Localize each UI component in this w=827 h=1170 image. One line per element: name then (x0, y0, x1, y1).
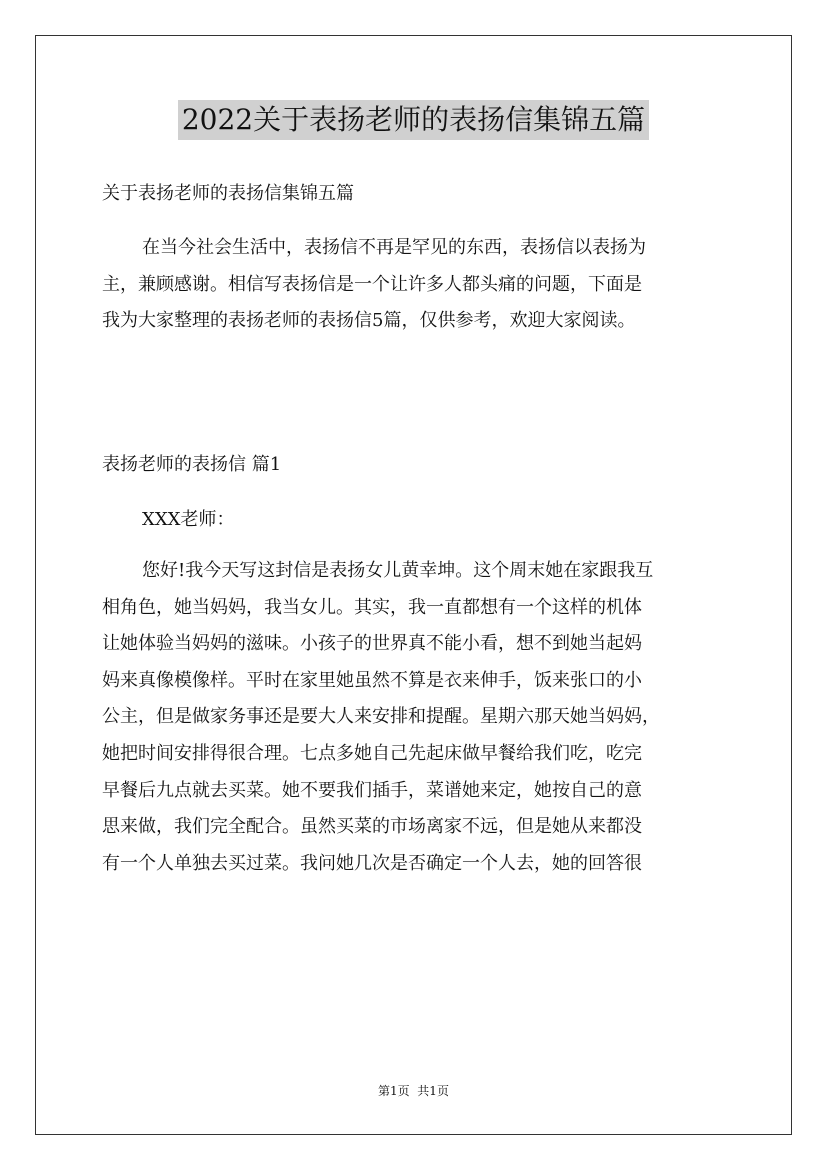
body-line: 有一个人单独去买过菜。我问她几次是否确定一个人去，她的回答很 (102, 852, 642, 874)
body-line: 她把时间安排得很合理。七点多她自己先起床做早餐给我们吃，吃完 (102, 742, 642, 764)
section-heading: 表扬老师的表扬信 篇1 (102, 454, 282, 475)
body-line: 思来做，我们完全配合。虽然买菜的市场离家不远，但是她从来都没 (102, 816, 642, 838)
body-line: 妈来真像模像样。平时在家里她虽然不算是衣来伸手，饭来张口的小 (102, 669, 642, 691)
intro-paragraph (102, 230, 738, 340)
body-line: 让她体验当妈妈的滋味。小孩子的世界真不能小看，想不到她当起妈 (102, 633, 642, 655)
body-line: 公主，但是做家务事还是要大人来安排和提醒。星期六那天她当妈妈， (102, 706, 660, 728)
body-line: 您好!我今天写这封信是表扬女儿黄幸坤。这个周末她在家跟我互 (142, 560, 654, 581)
letter-salutation: XXX老师： (142, 509, 235, 530)
title-container (0, 100, 827, 140)
document-title: 2022关于表扬老师的表扬信集锦五篇 (178, 100, 649, 140)
page-footer: 第1页 共1页 (378, 1084, 449, 1098)
intro-line: 主，兼顾感谢。相信写表扬信是一个让许多人都头痛的问题，下面是 (102, 273, 642, 295)
document-subtitle: 关于表扬老师的表扬信集锦五篇 (102, 183, 354, 204)
intro-line: 在当今社会生活中，表扬信不再是罕见的东西，表扬信以表扬为 (142, 237, 646, 258)
intro-line: 我为大家整理的表扬老师的表扬信5篇，仅供参考，欢迎大家阅读。 (102, 310, 636, 331)
letter-body-paragraph (102, 553, 738, 882)
body-line: 相角色，她当妈妈，我当女儿。其实，我一直都想有一个这样的机体 (102, 596, 642, 618)
body-line: 早餐后九点就去买菜。她不要我们插手，菜谱她来定，她按自己的意 (102, 779, 642, 801)
